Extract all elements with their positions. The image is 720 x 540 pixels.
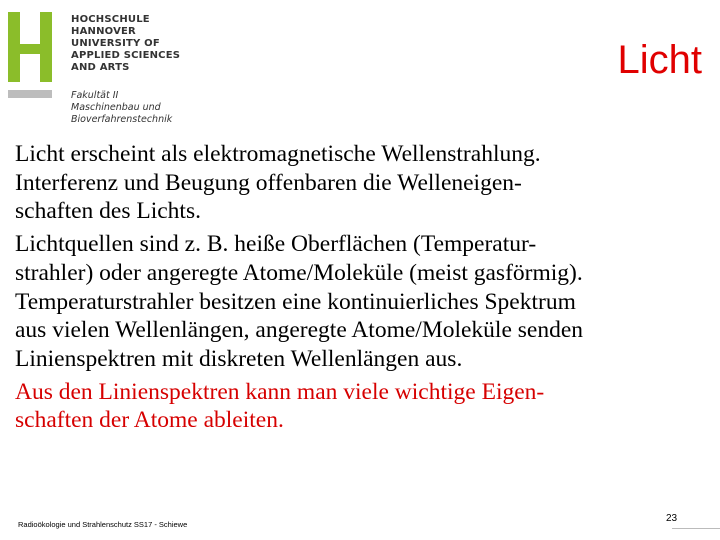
faculty-name — [71, 90, 172, 126]
body-line: Licht erscheint als elektromagnetische Wellenstrahlung. — [15, 141, 541, 167]
body-line: Linienspektren mit diskreten Wellenlängen aus. — [15, 345, 463, 372]
paragraph-line-spectra — [15, 378, 715, 435]
institution-name — [71, 14, 180, 74]
paragraph-light-sources — [15, 230, 715, 374]
institution-line: HOCHSCHULE — [71, 14, 150, 25]
institution-line: AND ARTS — [71, 62, 130, 73]
body-line: Aus den Linienspektren kann man viele wichtige Eigen- — [15, 378, 545, 405]
body-line: aus vielen Wellenlängen, angeregte Atome/Moleküle senden — [15, 317, 584, 344]
footer-text: Radioökologie und Strahlenschutz SS17 - Schiewe — [18, 520, 188, 529]
faculty-line: Fakultät II — [71, 90, 119, 101]
footer-rule — [672, 528, 720, 529]
institution-line: HANNOVER — [71, 26, 136, 37]
body-line: Interferenz und Beugung offenbaren die Welleneigen- — [15, 169, 522, 196]
institution-line: UNIVERSITY OF — [71, 38, 160, 49]
paragraph-light-wave — [15, 140, 715, 226]
faculty-line: Maschinenbau und — [71, 102, 161, 113]
logo-underline — [8, 90, 52, 98]
slide-body — [15, 140, 715, 435]
body-line: strahler) oder angeregte Atome/Moleküle (meist gasförmig). — [15, 259, 583, 286]
slide-title: Licht — [617, 38, 702, 82]
logo-mark — [8, 12, 52, 98]
body-line: schaften der Atome ableiten. — [15, 407, 284, 434]
institution-line: APPLIED SCIENCES — [71, 50, 181, 61]
faculty-line: Bioverfahrenstechnik — [71, 114, 173, 125]
page-number: 23 — [666, 513, 678, 524]
body-line: Temperaturstrahler besitzen eine kontinuierliches Spektrum — [15, 288, 576, 315]
body-line: schaften des Lichts. — [15, 198, 201, 225]
body-line: Lichtquellen sind z. B. heiße Oberflächen (Temperatur- — [15, 231, 537, 258]
logo-h-crossbar — [8, 44, 52, 54]
